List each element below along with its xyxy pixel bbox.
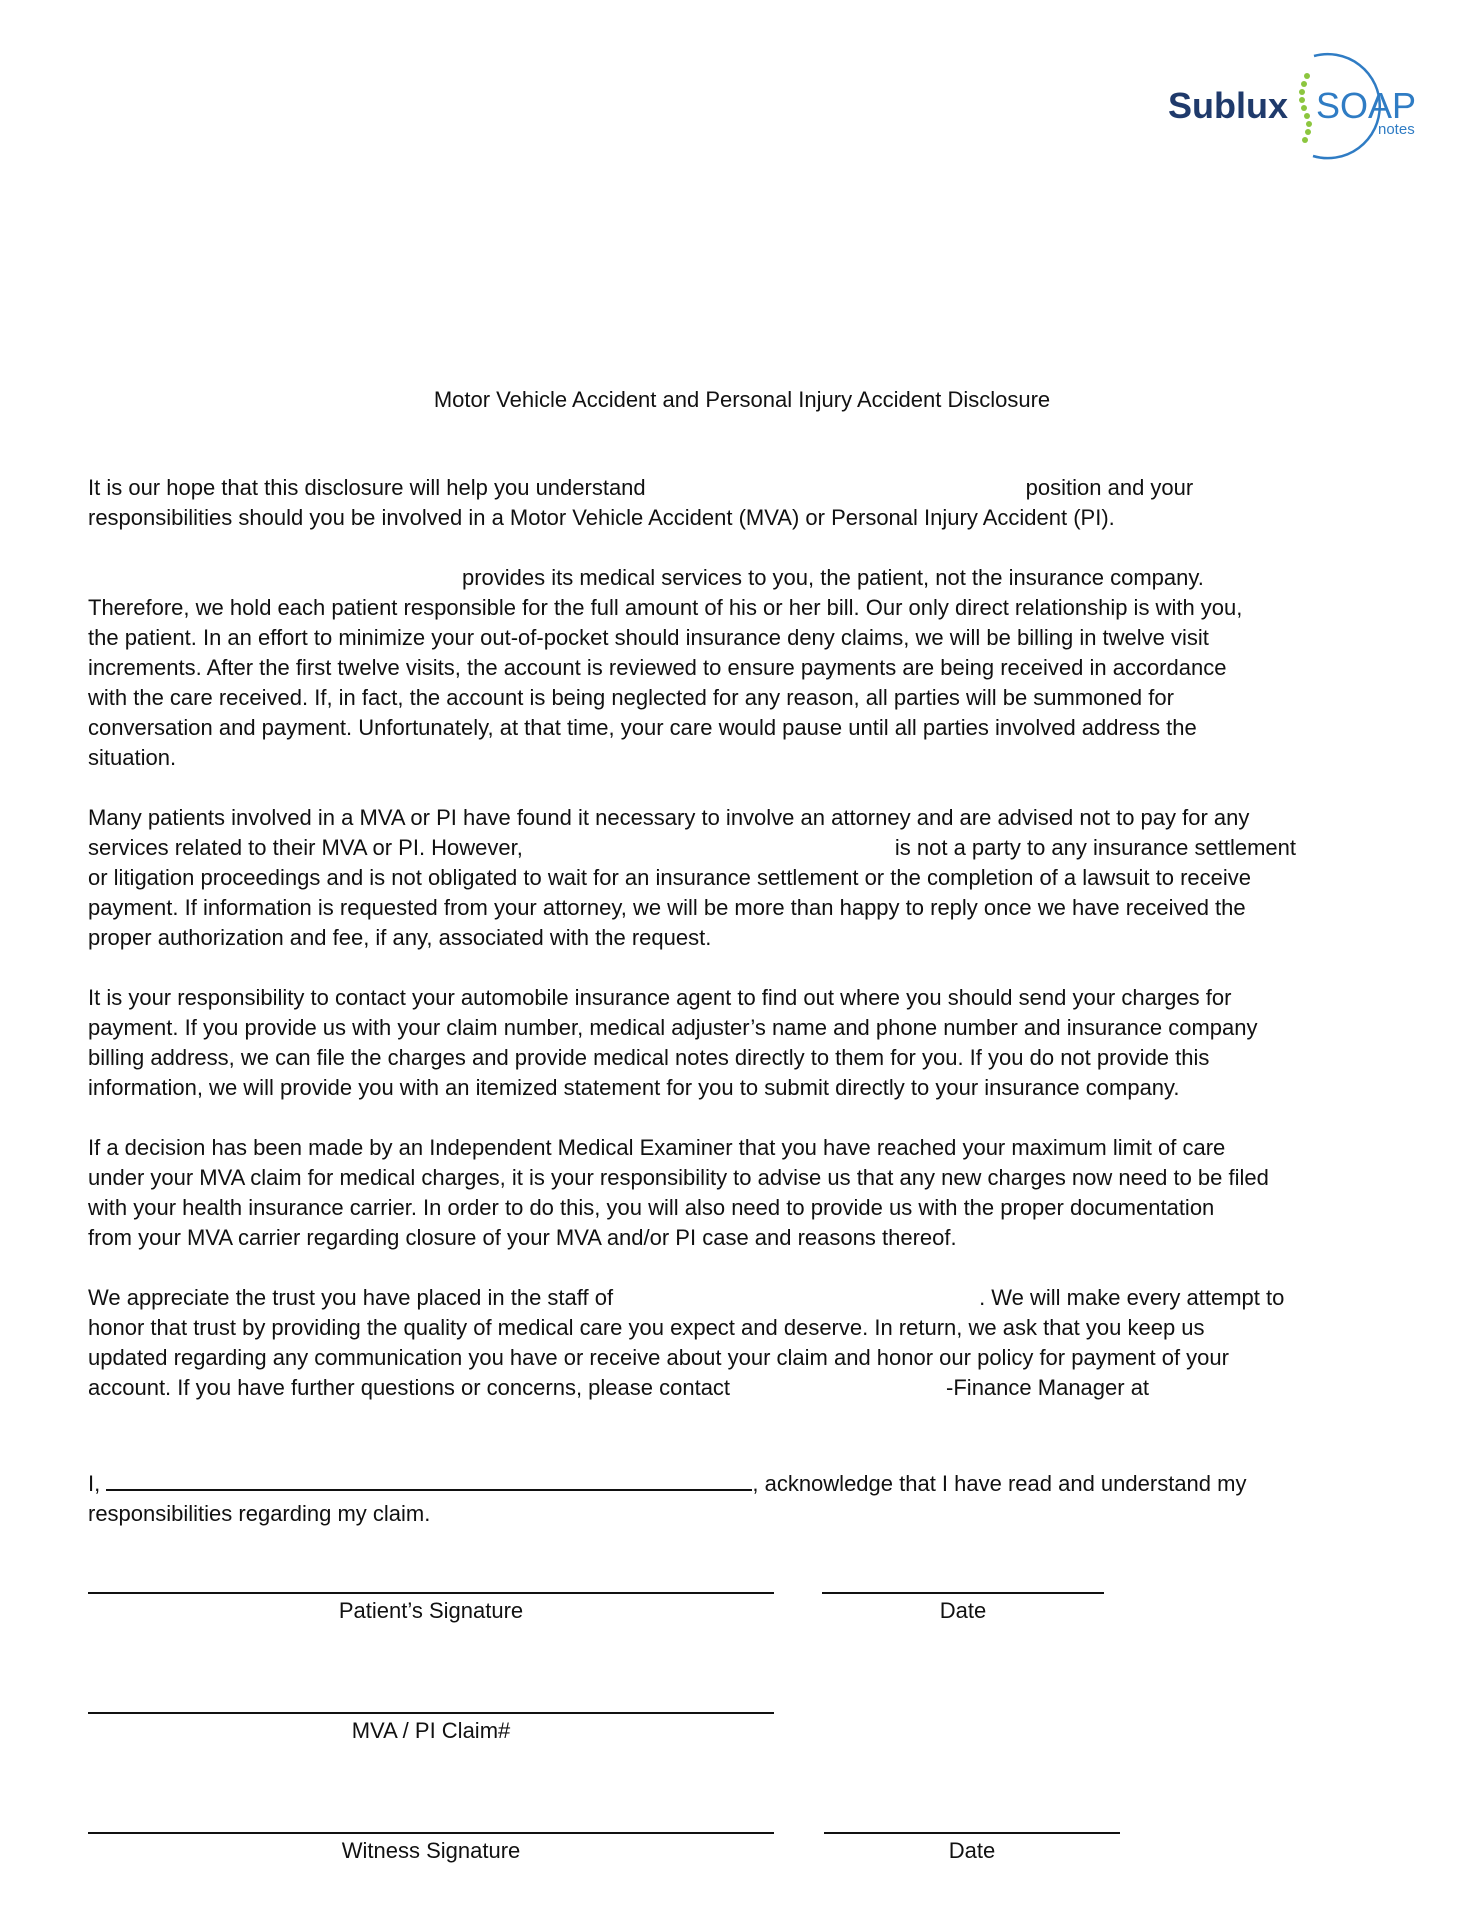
text-line: -Finance Manager at [946,1375,1150,1400]
text-line: situation. [88,745,177,770]
text-line: It is our hope that this disclosure will help you understand [88,475,646,500]
patient-signature-label: Patient’s Signature [338,1598,524,1623]
text-line: or litigation proceedings and is not obligated to wait for an insurance settlement or the completion of a lawsuit to receive [88,865,1251,890]
text-line: account. If you have further questions or concerns, please contact [88,1375,731,1400]
text-line: honor that trust by providing the quality of medical care you expect and deserve. In return, we ask that you keep us [88,1315,1205,1340]
text-line: We appreciate the trust you have placed in the staff of [88,1285,614,1310]
text-line: Many patients involved in a MVA or PI have found it necessary to involve an attorney and are advised not to pay for any [88,805,1250,830]
spine-icon [1299,73,1312,143]
paragraph-insurance [88,983,1408,1103]
paragraph-services [88,563,1408,773]
text-line: . We will make every attempt to [979,1285,1285,1310]
claim-number-line[interactable] [88,1712,774,1714]
text-line: from your MVA carrier regarding closure of your MVA and/or PI case and reasons thereof. [88,1225,957,1250]
logo-brand-secondary: SOAP [1316,85,1417,126]
text-line: services related to their MVA or PI. However, [88,835,523,860]
ack-prefix: I, [88,1471,101,1496]
text-line: is not a party to any insurance settlement [894,835,1296,860]
date-label-1: Date [939,1598,987,1623]
text-line: payment. If you provide us with your claim number, medical adjuster’s name and phone number and insurance company [88,1015,1258,1040]
logo-brand-tag: notes [1378,121,1415,138]
text-line: proper authorization and fee, if any, associated with the request. [88,925,712,950]
text-line: provides its medical services to you, the patient, not the insurance company. [462,565,1204,590]
text-line: billing address, we can file the charges and provide medical notes directly to them for you. If you do not provide this [88,1045,1210,1070]
text-line: If a decision has been made by an Independent Medical Examiner that you have reached your maximum limit of care [88,1135,1226,1160]
witness-signature-label: Witness Signature [341,1838,521,1863]
date-line-1[interactable] [822,1592,1104,1594]
patient-signature-line[interactable] [88,1592,774,1594]
paragraph-attorney [88,803,1408,953]
ack-suffix: , acknowledge that I have read and understand my [752,1471,1247,1496]
text-line: with your health insurance carrier. In order to do this, you will also need to provide us with the proper documentation [88,1195,1215,1220]
text-line: with the care received. If, in fact, the account is being neglected for any reason, all parties will be summoned for [88,685,1174,710]
witness-signature-line[interactable] [88,1832,774,1834]
acknowledgement [88,1467,1408,1529]
paragraph-intro [88,473,1408,533]
text-line: increments. After the first twelve visits, the account is reviewed to ensure payments are being received in accordance [88,655,1227,680]
text-line: conversation and payment. Unfortunately, at that time, your care would pause until all parties involved address the [88,715,1197,740]
text-line: the patient. In an effort to minimize your out-of-pocket should insurance deny claims, we will be billing in twelve visit [88,625,1209,650]
patient-name-field[interactable] [106,1467,752,1491]
document-title: Motor Vehicle Accident and Personal Injury Accident Disclosure [433,387,1051,412]
date-line-2[interactable] [824,1832,1120,1834]
text-line: position and your [1025,475,1194,500]
text-line: responsibilities should you be involved in a Motor Vehicle Accident (MVA) or Personal Injury Accident (PI). [88,505,1115,530]
text-line: information, we will provide you with an itemized statement for you to submit directly to your insurance company. [88,1075,1180,1100]
text-line: It is your responsibility to contact your automobile insurance agent to find out where you should send your charges for [88,985,1232,1010]
logo-brand-primary: Sublux [1168,85,1289,126]
sublux-soap-notes-logo [1164,46,1454,166]
disclosure-body [88,473,1408,1433]
text-line: under your MVA claim for medical charges, it is your responsibility to advise us that any new charges now need to be filed [88,1165,1269,1190]
date-label-2: Date [948,1838,996,1863]
paragraph-ime [88,1133,1408,1253]
claim-number-label: MVA / PI Claim# [351,1718,511,1743]
text-line: Therefore, we hold each patient responsible for the full amount of his or her bill. Our only direct relationship is with you, [88,595,1243,620]
ack-line-2: responsibilities regarding my claim. [88,1501,431,1526]
text-line: updated regarding any communication you have or receive about your claim and honor our policy for payment of your [88,1345,1229,1370]
paragraph-trust [88,1283,1408,1403]
text-line: payment. If information is requested from your attorney, we will be more than happy to reply once we have received the [88,895,1246,920]
